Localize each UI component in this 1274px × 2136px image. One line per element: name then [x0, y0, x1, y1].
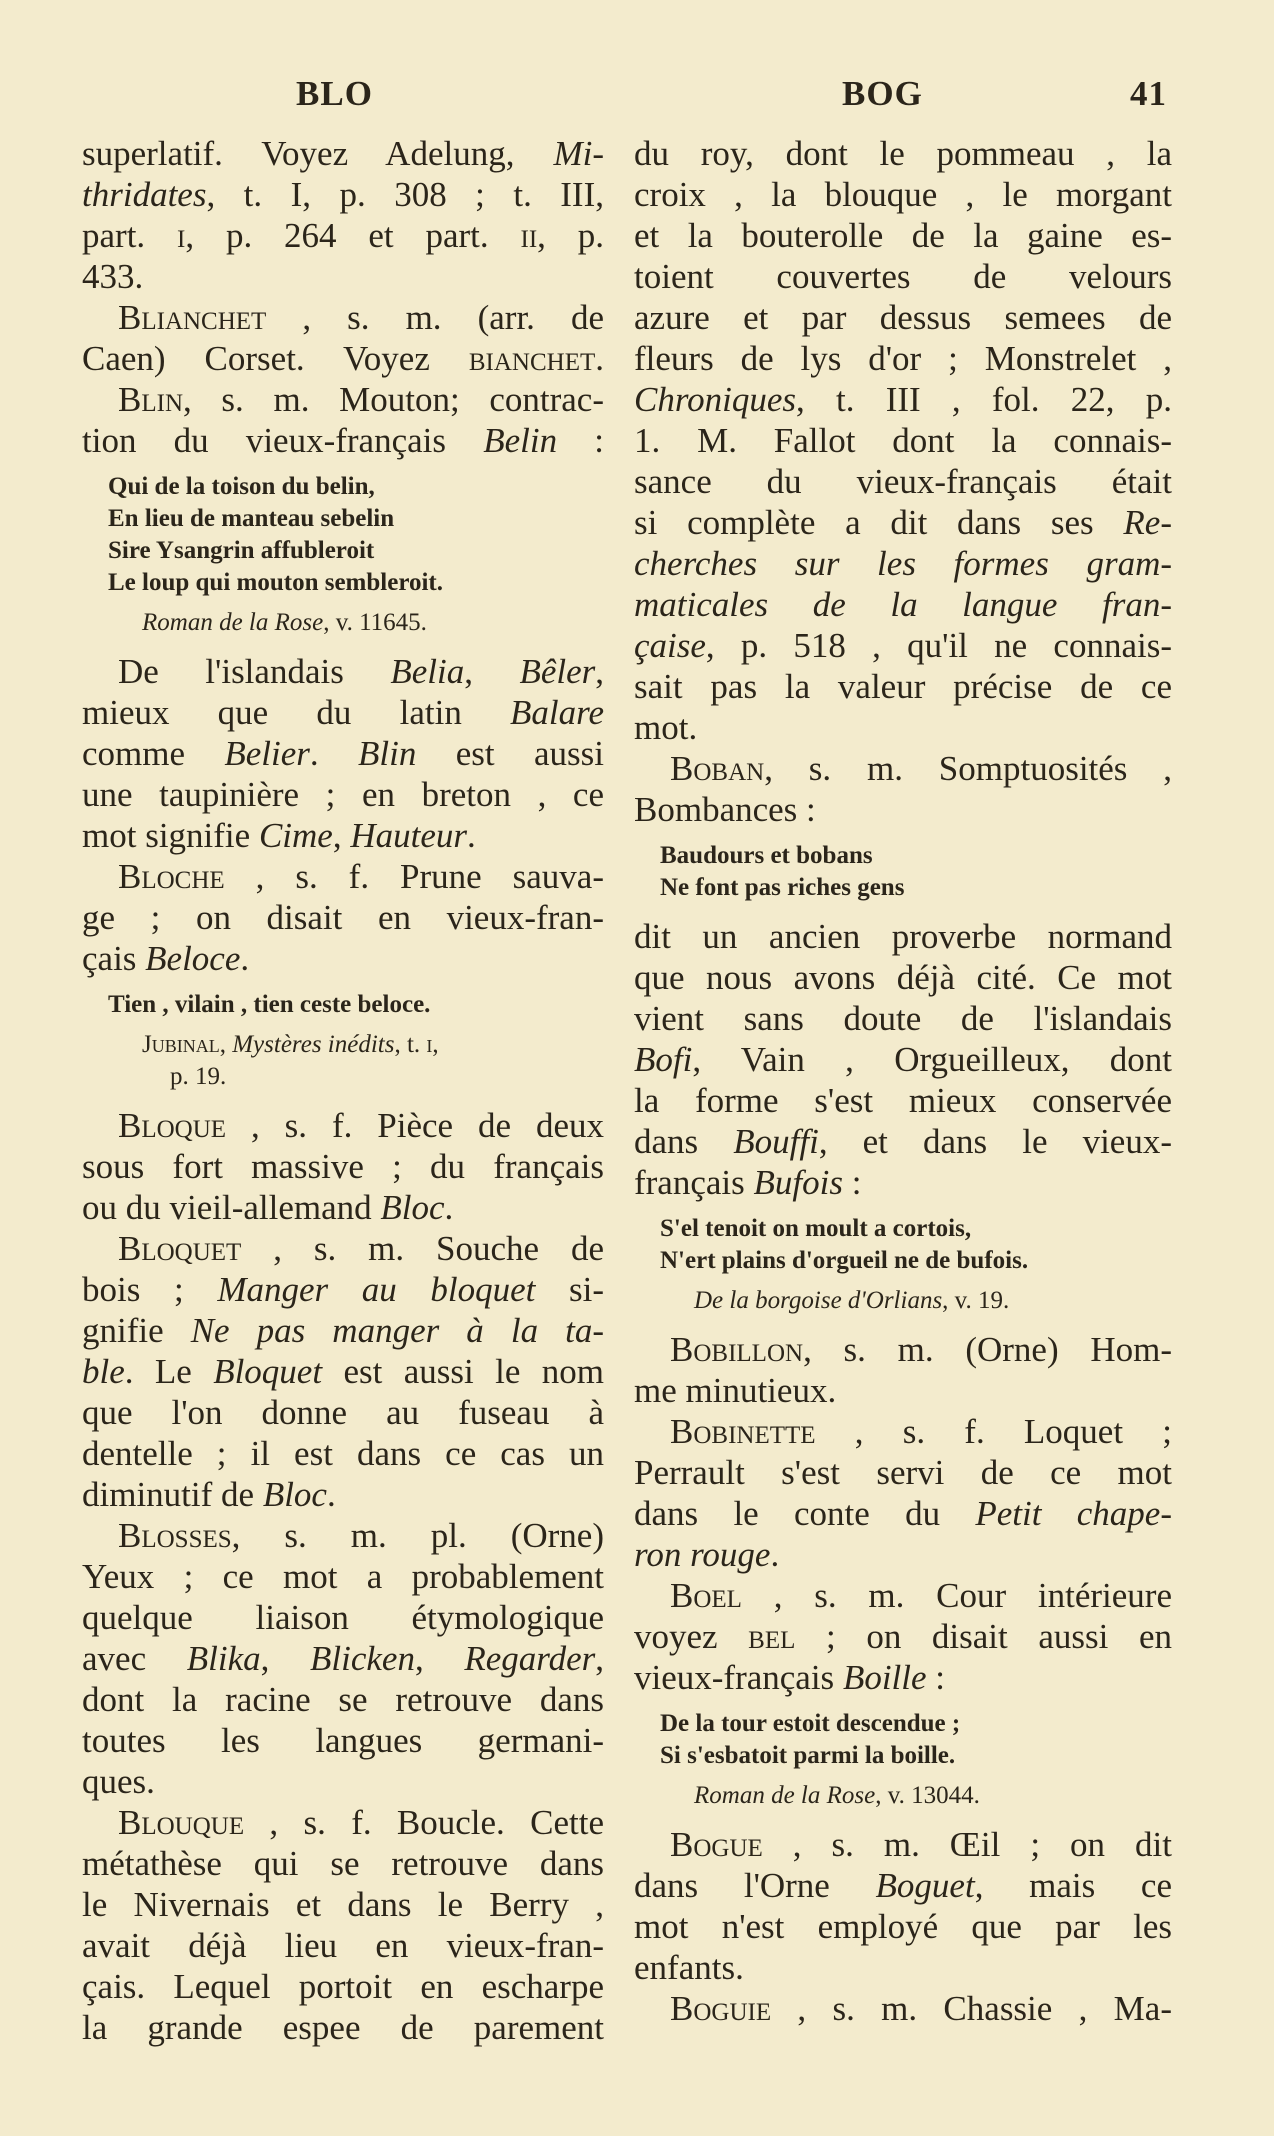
text-run: , — [414, 1639, 465, 1678]
headword-small-caps: i — [177, 216, 186, 255]
text-line — [634, 297, 1172, 338]
text-run: , t. III , fol. 22, p. — [796, 380, 1172, 419]
text-run: , mais ce — [974, 1866, 1172, 1905]
italic-text: Bofi — [634, 1040, 693, 1079]
headword-small-caps: Bloquet — [118, 1229, 242, 1268]
text-line — [108, 503, 604, 535]
text-line — [82, 420, 604, 461]
citation-block — [634, 1780, 1172, 1812]
page-number: 41 — [1130, 74, 1167, 113]
text-line — [634, 957, 1172, 998]
text-run: une taupinière ; en breton , ce — [82, 775, 604, 814]
text-line — [82, 774, 604, 815]
headword-small-caps: Bobinette — [670, 1412, 816, 1451]
italic-text: ble — [82, 1352, 125, 1391]
text-run: ; on disait aussi en — [795, 1617, 1172, 1656]
italic-text: ron rouge — [634, 1535, 771, 1574]
text-line — [82, 692, 604, 733]
text-run: , et dans le vieux- — [818, 1122, 1172, 1161]
text-line — [694, 1780, 1172, 1812]
text-run: . — [444, 1188, 454, 1227]
text-line — [82, 1515, 604, 1556]
text-run: . — [466, 816, 476, 855]
text-run: vieux-français — [634, 1658, 843, 1697]
text-run: , v. 11645. — [323, 609, 427, 636]
text-run: , — [595, 652, 604, 691]
text-run: sait pas la valeur précise de ce — [634, 667, 1172, 706]
text-line — [634, 215, 1172, 256]
text-line — [634, 1616, 1172, 1657]
text-line — [634, 1824, 1172, 1865]
text-run: , p. — [537, 216, 604, 255]
italic-text: Belia — [390, 652, 465, 691]
text-run: 433. — [82, 257, 144, 296]
text-run: : — [842, 1163, 862, 1202]
text-line — [634, 1988, 1172, 2029]
text-line — [82, 1925, 604, 1966]
text-line — [82, 938, 604, 979]
text-line — [634, 1162, 1172, 1203]
text-line — [660, 1245, 1172, 1277]
text-run: me minutieux. — [634, 1371, 837, 1410]
running-head-right: BOG — [842, 74, 923, 113]
text-run: N'ert plains d'orgueil ne de bufois. — [660, 1247, 1029, 1274]
text-run: S'el tenoit on moult a cortois, — [660, 1215, 972, 1242]
paragraph-block — [634, 916, 1172, 1203]
text-run: dentelle ; il est dans ce cas un — [82, 1434, 604, 1473]
text-run: , s. f. Boucle. Cette — [244, 1803, 604, 1842]
text-run: çais — [82, 939, 146, 978]
paragraph-block — [82, 133, 604, 461]
text-run: , s. m. Chassie , Ma- — [771, 1989, 1172, 2028]
italic-text: Mi- — [553, 134, 604, 173]
text-run: toutes les langues germani- — [82, 1721, 604, 1760]
text-run: Sire Ysangrin affubleroit — [108, 537, 375, 564]
text-line — [82, 1802, 604, 1843]
text-run: ques. — [82, 1762, 155, 1801]
text-run: . — [326, 1475, 336, 1514]
italic-text: Mystères inédits — [232, 1031, 395, 1058]
text-line — [634, 338, 1172, 379]
text-run: et la bouterolle de la gaine es- — [634, 216, 1172, 255]
italic-text: Cime — [258, 816, 333, 855]
text-line — [82, 133, 604, 174]
text-line — [82, 174, 604, 215]
text-run: Baudours et bobans — [660, 842, 873, 869]
text-run: bois ; — [82, 1270, 218, 1309]
text-line — [82, 1638, 604, 1679]
text-run: diminutif de — [82, 1475, 263, 1514]
text-line — [82, 1474, 604, 1515]
text-run: dans le conte du — [634, 1494, 976, 1533]
text-run: Yeux ; ce mot a probablement — [82, 1557, 604, 1596]
text-run: ge ; on disait en vieux-fran- — [82, 898, 604, 937]
text-run: . — [309, 734, 359, 773]
text-line — [82, 733, 604, 774]
text-line — [82, 215, 604, 256]
italic-text: cherches sur les formes gram- — [634, 544, 1172, 583]
text-run: , v. 19. — [942, 1287, 1010, 1314]
text-run: voyez — [634, 1617, 749, 1656]
italic-text: Hauteur — [350, 816, 467, 855]
text-line — [634, 256, 1172, 297]
text-line — [82, 1720, 604, 1761]
text-run: gnifie — [82, 1311, 191, 1350]
text-line — [108, 471, 604, 503]
text-run: la forme s'est mieux conservée — [634, 1081, 1172, 1120]
text-run: mot signifie — [82, 816, 259, 855]
text-run: sous fort massive ; du français — [82, 1147, 604, 1186]
text-line — [82, 1269, 604, 1310]
text-run: la grande espee de parement — [82, 2008, 604, 2047]
text-run: . — [770, 1535, 780, 1574]
text-line — [82, 856, 604, 897]
text-run: dont la racine se retrouve dans — [82, 1680, 604, 1719]
text-line — [82, 1310, 604, 1351]
text-run: si complète a dit dans ses — [634, 503, 1124, 542]
text-run: part. — [82, 216, 178, 255]
text-run: , — [464, 652, 520, 691]
text-line — [660, 872, 1172, 904]
text-line — [634, 1452, 1172, 1493]
text-run: mot. — [634, 708, 698, 747]
text-run: , p. 264 et part. — [185, 216, 521, 255]
headword-small-caps: bel — [748, 1617, 796, 1656]
text-line — [634, 625, 1172, 666]
text-run: toient couvertes de velours — [634, 257, 1172, 296]
italic-text: Roman de la Rose — [142, 609, 324, 636]
text-line — [634, 748, 1172, 789]
text-line — [82, 1966, 604, 2007]
italic-text: Ne pas manger à la ta- — [190, 1311, 604, 1350]
text-line — [660, 1740, 1172, 1772]
text-run: De la tour estoit descendue ; — [660, 1710, 961, 1737]
text-line — [634, 1575, 1172, 1616]
text-line — [634, 1657, 1172, 1698]
italic-text: Blika — [186, 1639, 261, 1678]
headword-small-caps: i — [426, 1031, 433, 1058]
italic-text: Blin — [358, 734, 417, 773]
text-line — [82, 1351, 604, 1392]
text-run: du roy, dont le pommeau , la — [634, 134, 1172, 173]
text-run: dit un ancien proverbe normand — [634, 917, 1172, 956]
italic-text: thridates — [82, 175, 207, 214]
headword-small-caps: ii — [520, 216, 538, 255]
text-line — [82, 379, 604, 420]
paragraph-block — [634, 1329, 1172, 1698]
italic-text: Manger au bloquet — [217, 1270, 536, 1309]
text-line — [634, 916, 1172, 957]
text-run: : — [926, 1658, 946, 1697]
text-run: : — [557, 421, 604, 460]
citation-block — [82, 1029, 604, 1093]
italic-text: Balare — [510, 693, 604, 732]
text-line — [82, 338, 604, 379]
italic-text: Regarder — [464, 1639, 596, 1678]
italic-text: Bufois — [753, 1163, 843, 1202]
text-run: , s. f. Pièce de deux — [226, 1106, 604, 1145]
text-line — [634, 1080, 1172, 1121]
text-run: , t. — [394, 1031, 427, 1058]
text-run: est aussi le nom — [322, 1352, 604, 1391]
headword-small-caps: Bloque — [118, 1106, 227, 1145]
text-run: métathèse qui se retrouve dans — [82, 1844, 604, 1883]
italic-text: Beloce — [145, 939, 241, 978]
text-run: p. 19. — [170, 1063, 227, 1090]
text-run: Ne font pas riches gens — [660, 874, 905, 901]
text-line — [82, 897, 604, 938]
quotation-block — [82, 471, 604, 599]
italic-text: Blicken — [310, 1639, 415, 1678]
text-line — [634, 133, 1172, 174]
text-line — [634, 584, 1172, 625]
text-run: superlatif. Voyez Adelung, — [82, 134, 554, 173]
text-line — [660, 840, 1172, 872]
text-line — [634, 1121, 1172, 1162]
quotation-block — [634, 1708, 1172, 1772]
text-run: , t. I, p. 308 ; t. III, — [206, 175, 604, 214]
text-line — [694, 1285, 1172, 1317]
text-run: , s. f. Prune sauva- — [224, 857, 604, 896]
text-line — [142, 607, 604, 639]
text-run: est aussi — [416, 734, 604, 773]
text-run: , — [432, 1031, 439, 1058]
text-run: que nous avons déjà cité. Ce mot — [634, 958, 1172, 997]
text-run: çais. Lequel portoit en escharpe — [82, 1967, 604, 2006]
text-line — [634, 1039, 1172, 1080]
text-run: avait déjà lieu en vieux-fran- — [82, 1926, 604, 1965]
text-line — [634, 543, 1172, 584]
text-run: sance du vieux-français était — [634, 462, 1172, 501]
text-run: Caen) Corset. Voyez — [82, 339, 469, 378]
text-line — [660, 1213, 1172, 1245]
text-run: , s. m. pl. (Orne) — [231, 1516, 604, 1555]
headword-small-caps: Blouque — [118, 1803, 245, 1842]
headword-small-caps: Bloche — [118, 857, 225, 896]
headword-small-caps: Bogue — [670, 1825, 763, 1864]
text-line — [634, 174, 1172, 215]
text-line — [82, 1187, 604, 1228]
text-run: , s. f. Loquet ; — [815, 1412, 1172, 1451]
italic-text: maticales de la langue fran- — [634, 585, 1172, 624]
paragraph-block — [634, 1824, 1172, 2029]
text-run: , Vain , Orgueilleux, dont — [692, 1040, 1172, 1079]
text-run: Bombances : — [634, 790, 816, 829]
text-run: vient sans doute de l'islandais — [634, 999, 1172, 1038]
text-run: dans — [634, 1122, 734, 1161]
text-line — [82, 297, 604, 338]
headword-small-caps: bianchet. — [468, 339, 604, 378]
text-run: , s. m. Œil ; on dit — [762, 1825, 1172, 1864]
text-line — [82, 1228, 604, 1269]
text-run: avec — [82, 1639, 187, 1678]
text-run: , s. m. Mouton; contrac- — [183, 380, 604, 419]
text-line — [108, 567, 604, 599]
italic-text: Belier — [224, 734, 310, 773]
italic-text: Belin — [483, 421, 558, 460]
paragraph-block — [634, 133, 1172, 830]
citation-block — [82, 607, 604, 639]
paragraph-block — [82, 1105, 604, 2048]
text-line — [634, 1370, 1172, 1411]
citation-block — [634, 1285, 1172, 1317]
text-run: ou du vieil-allemand — [82, 1188, 381, 1227]
text-line — [634, 461, 1172, 502]
text-run: En lieu de manteau sebelin — [108, 505, 395, 532]
text-line — [634, 789, 1172, 830]
text-line — [634, 707, 1172, 748]
text-line — [634, 1534, 1172, 1575]
text-run: , s. m. (arr. de — [266, 298, 604, 337]
text-run: De l'islandais — [118, 652, 391, 691]
italic-text: Chroniques — [634, 380, 797, 419]
italic-text: Bloc — [262, 1475, 327, 1514]
italic-text: Bloc — [380, 1188, 445, 1227]
text-line — [634, 1493, 1172, 1534]
quotation-block — [634, 1213, 1172, 1277]
text-line — [82, 1433, 604, 1474]
text-run: , — [595, 1639, 604, 1678]
text-line — [142, 1061, 604, 1093]
text-line — [634, 666, 1172, 707]
text-run: , s. m. Cour intérieure — [741, 1576, 1172, 1615]
headword-small-caps: Boel — [670, 1576, 742, 1615]
text-line — [634, 379, 1172, 420]
text-run: . Le — [124, 1352, 214, 1391]
text-line — [82, 1597, 604, 1638]
text-run: enfants. — [634, 1948, 744, 1987]
headword-small-caps: Boguie — [670, 1989, 772, 2028]
headword-small-caps: Jubinal — [142, 1031, 220, 1058]
text-run: mieux que du latin — [82, 693, 511, 732]
text-run: mot n'est employé que par les — [634, 1907, 1172, 1946]
text-run: tion du vieux-français — [82, 421, 484, 460]
headword-small-caps: Blianchet — [118, 298, 267, 337]
italic-text: Re- — [1123, 503, 1172, 542]
text-run: , s. m. (Orne) Hom- — [803, 1330, 1172, 1369]
text-run: , — [219, 1031, 233, 1058]
italic-text: Boguet — [875, 1866, 975, 1905]
italic-text: Petit chape- — [975, 1494, 1172, 1533]
text-run: Qui de la toison du belin, — [108, 473, 375, 500]
text-run: . — [240, 939, 250, 978]
text-column-right — [634, 133, 1172, 2029]
text-line — [634, 420, 1172, 461]
text-line — [82, 1146, 604, 1187]
headword-small-caps: Blin — [118, 380, 183, 419]
italic-text: Roman de la Rose — [694, 1782, 876, 1809]
text-run: Si s'esbatoit parmi la boille. — [660, 1742, 956, 1769]
italic-text: Bloquet — [213, 1352, 323, 1391]
text-line — [82, 815, 604, 856]
text-line — [82, 1761, 604, 1802]
text-run: croix , la blouque , le morgant — [634, 175, 1172, 214]
text-line — [634, 1411, 1172, 1452]
text-run: Le loup qui mouton sembleroit. — [108, 569, 443, 596]
text-run: Tien , vilain , tien ceste beloce. — [108, 991, 431, 1018]
text-column-left — [82, 133, 604, 2048]
text-run: dans l'Orne — [634, 1866, 876, 1905]
text-run: 1. M. Fallot dont la connais- — [634, 421, 1172, 460]
text-run: , — [332, 816, 351, 855]
text-line — [82, 1843, 604, 1884]
text-line — [108, 535, 604, 567]
text-run: si- — [535, 1270, 604, 1309]
quotation-block — [82, 989, 604, 1021]
headword-small-caps: Boban — [670, 749, 765, 788]
text-run: , p. 518 , qu'il ne connais- — [705, 626, 1172, 665]
text-line — [82, 1884, 604, 1925]
text-run: , s. m. Somptuosités , — [764, 749, 1172, 788]
text-line — [634, 502, 1172, 543]
text-run: que l'on donne au fuseau à — [82, 1393, 604, 1432]
quotation-block — [634, 840, 1172, 904]
text-run: , — [260, 1639, 311, 1678]
text-line — [142, 1029, 604, 1061]
text-line — [634, 1906, 1172, 1947]
text-line — [82, 1556, 604, 1597]
text-line — [82, 256, 604, 297]
text-line — [82, 1105, 604, 1146]
text-line — [82, 651, 604, 692]
text-line — [660, 1708, 1172, 1740]
paragraph-block — [82, 651, 604, 979]
headword-small-caps: Bobillon — [670, 1330, 804, 1369]
text-line — [634, 1865, 1172, 1906]
text-run: Perrault s'est servi de ce mot — [634, 1453, 1172, 1492]
text-line — [634, 1329, 1172, 1370]
text-line — [634, 998, 1172, 1039]
text-line — [82, 1679, 604, 1720]
text-line — [82, 1392, 604, 1433]
text-line — [108, 989, 604, 1021]
text-run: fleurs de lys d'or ; Monstrelet , — [634, 339, 1172, 378]
text-line — [82, 2007, 604, 2048]
italic-text: Bêler — [519, 652, 596, 691]
italic-text: çaise — [634, 626, 706, 665]
text-run: quelque liaison étymologique — [82, 1598, 604, 1637]
italic-text: Boille — [842, 1658, 927, 1697]
text-run: français — [634, 1163, 754, 1202]
text-run: , s. m. Souche de — [241, 1229, 604, 1268]
text-run: le Nivernais et dans le Berry , — [82, 1885, 604, 1924]
text-run: azure et par dessus semees de — [634, 298, 1172, 337]
italic-text: Bouffi — [733, 1122, 819, 1161]
text-line — [634, 1947, 1172, 1988]
headword-small-caps: Blosses — [118, 1516, 232, 1555]
italic-text: De la borgoise d'Orlians — [694, 1287, 943, 1314]
text-run: comme — [82, 734, 225, 773]
running-head-left: BLO — [296, 74, 373, 113]
text-run: , v. 13044. — [875, 1782, 980, 1809]
